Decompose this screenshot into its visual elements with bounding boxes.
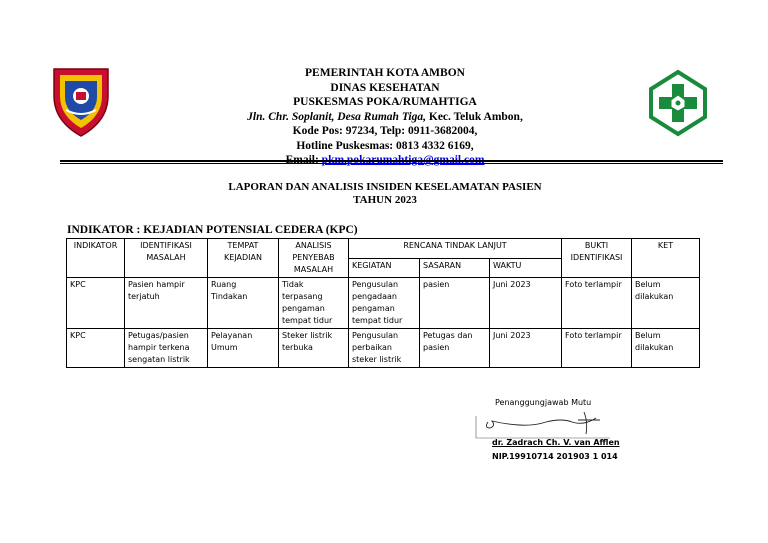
- header-divider-thin: [60, 163, 723, 164]
- cell-sasaran: pasien: [420, 278, 490, 329]
- cell-sasaran: Petugas dan pasien: [420, 329, 490, 368]
- cell-bukti: Foto terlampir: [562, 278, 632, 329]
- table-row: [67, 329, 700, 368]
- address-line: [200, 110, 570, 125]
- col-ket: KET: [632, 239, 700, 278]
- department-name: DINAS KESEHATAN: [330, 81, 440, 94]
- kota-ambon-emblem: [52, 66, 110, 138]
- cell-tempat: Pelayanan Umum: [208, 329, 279, 368]
- col-sasaran: SASARAN: [420, 258, 490, 278]
- cell-indikator: KPC: [67, 278, 125, 329]
- cell-indikator: KPC: [67, 329, 125, 368]
- puskesmas-logo: [648, 69, 708, 137]
- cell-bukti: Foto terlampir: [562, 329, 632, 368]
- cell-waktu: Juni 2023: [490, 278, 562, 329]
- col-kegiatan: KEGIATAN: [349, 258, 420, 278]
- cell-kegiatan: Pengusulan pengadaan pengaman tempat tidur: [349, 278, 420, 329]
- letterhead: [200, 66, 570, 168]
- address-street: Jln. Chr. Soplanit, Desa Rumah Tiga,: [247, 110, 426, 123]
- cell-analisis: Steker listrik terbuka: [279, 329, 349, 368]
- cell-waktu: Juni 2023: [490, 329, 562, 368]
- cell-identifikasi: Pasien hampir terjatuh: [125, 278, 208, 329]
- signatory-name: dr. Zadrach Ch. V. van Afflen: [492, 438, 620, 447]
- header-divider-thick: [60, 160, 723, 162]
- cell-kegiatan: Pengusulan perbaikan steker listrik: [349, 329, 420, 368]
- col-identifikasi: IDENTIFIKASI MASALAH: [125, 239, 208, 278]
- col-bukti: BUKTI IDENTIFIKASI: [562, 239, 632, 278]
- header-row: [67, 239, 700, 259]
- cell-analisis: Tidak terpasang pengaman tempat tidur: [279, 278, 349, 329]
- cell-ket: Belum dilakukan: [632, 329, 700, 368]
- puskesmas-name: PUSKESMAS POKA/RUMAHTIGA: [293, 96, 477, 108]
- report-title-main: LAPORAN DAN ANALISIS INSIDEN KESELAMATAN PASIEN: [228, 181, 542, 193]
- gov-name: PEMERINTAH KOTA AMBON: [305, 67, 465, 79]
- address-district: Kec. Teluk Ambon,: [426, 110, 523, 123]
- hotline: Hotline Puskesmas: 0813 4332 6169,: [296, 139, 474, 152]
- cell-identifikasi: Petugas/pasien hampir terkena sengatan listrik: [125, 329, 208, 368]
- handwritten-signature: [474, 408, 614, 440]
- col-rencana: RENCANA TINDAK LANJUT: [349, 239, 562, 259]
- table-row: [67, 278, 700, 329]
- incident-table: [66, 238, 700, 368]
- cell-tempat: Ruang Tindakan: [208, 278, 279, 329]
- report-title: [100, 181, 670, 207]
- postal-phone: Kode Pos: 97234, Telp: 0911-3682004,: [292, 125, 478, 137]
- indicator-heading: INDIKATOR : KEJADIAN POTENSIAL CEDERA (KPC): [67, 224, 358, 236]
- signature-role: Penanggungjawab Mutu: [495, 398, 592, 407]
- col-analisis: ANALISIS PENYEBAB MASALAH: [279, 239, 349, 278]
- col-indikator: INDIKATOR: [67, 239, 125, 278]
- col-waktu: WAKTU: [490, 258, 562, 278]
- col-tempat: TEMPAT KEJADIAN: [208, 239, 279, 278]
- signatory-nip: NIP.19910714 201903 1 014: [492, 452, 618, 461]
- cell-ket: Belum dilakukan: [632, 278, 700, 329]
- report-year: TAHUN 2023: [353, 194, 417, 206]
